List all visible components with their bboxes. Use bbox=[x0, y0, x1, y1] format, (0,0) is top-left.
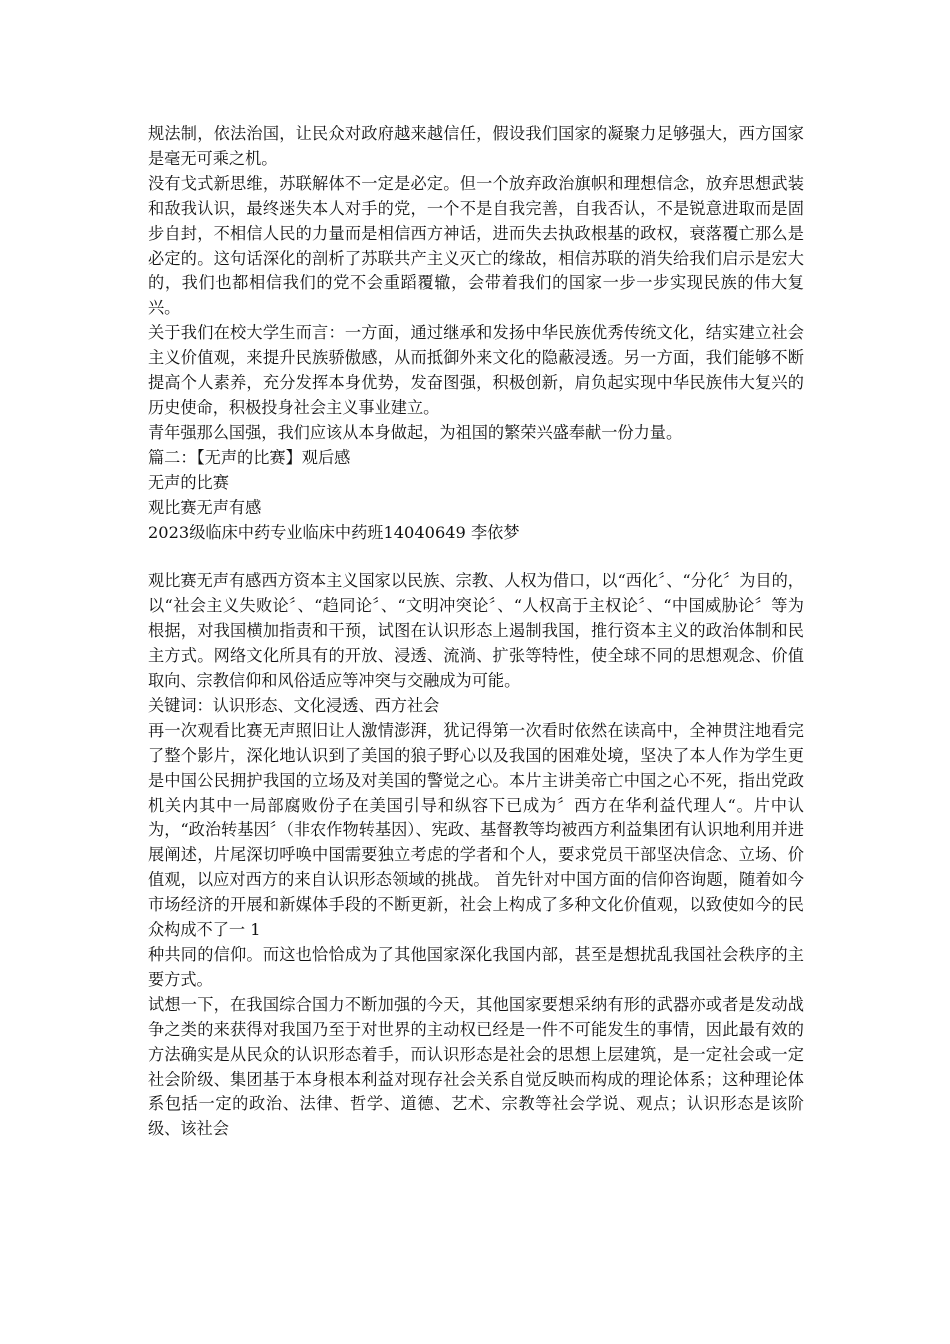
abstract-paragraph: 观比赛无声有感西方资本主义国家以民族、宗教、人权为借口，以“西化〞、“分化〞为目的，以“社会主义失败论〞、“趋同论〞、“文明冲突论〞、“人权高于主权论〞、“中国威胁论〞等为根据，对我国横加指责和干预，试图在认识形态上遏制我国，推行资本主义的政治体制和民主方式。网络文化所具有的开放、浸透、流淌、扩张等特性，使全球不同的思想观念、价值取向、宗教信仰和风俗适应等冲突与交融成为可能。 bbox=[148, 571, 804, 691]
paragraph-5: 再一次观看比赛无声照旧让人激情澎湃，犹记得第一次看时依然在读高中，全神贯注地看完了整个影片，深化地认识到了美国的狼子野心以及我国的困难处境，坚决了本人作为学生更是中国公民拥护我国的立场及对美国的警觉之心。本片主讲美帝亡中国之心不死，指出党政机关内其中一局部腐败份子在美国引导和纵容下已成为〞西方在华利益代理人“。片中认为，“政治转基因〞（非农作物转基因）、宪政、基督教等均被西方利益集团有认识地利用并进展阐述，片尾深切呼唤中国需要独立考虑的学者和个人，要求党员干部坚决信念、立场、价值观，以应对西方的来自认识形态领域的挑战。 首先针对中国方面的信仰咨询题，随着如今市场经济的开展和新媒体手段的不断更新，社会上构成了多种文化价值观，以致使如今的民众构成不了一 1 bbox=[148, 720, 804, 940]
paragraph-4: 青年强那么国强，我们应该从本身做起，为祖国的繁荣兴盛奉献一份力量。 bbox=[148, 422, 683, 442]
paragraph-7: 试想一下，在我国综合国力不断加强的今天，其他国家要想采纳有形的武器亦或者是发动战争之类的来获得对我国乃至于对世界的主动权已经是一件不可能发生的事情，因此最有效的方法确实是从民众的认识形态着手，而认识形态是社会的思想上层建筑，是一定社会或一定社会阶级、集团基于本身根本利益对现存社会关系自觉反映而构成的理论体系；这种理论体系包括一定的政治、法律、哲学、道德、艺术、宗教等社会学说、观点；认识形态是该阶级、该社会 bbox=[148, 994, 804, 1139]
paragraph-3: 关于我们在校大学生而言：一方面，通过继承和发扬中华民族优秀传统文化，结实建立社会主义价值观，来提升民族骄傲感，从而抵御外来文化的隐蔽浸透。另一方面，我们能够不断提高个人素养，充分发挥本身优势，发奋图强，积极创新，肩负起实现中华民族伟大复兴的历史使命，积极投身社会主义事业建立。 bbox=[148, 323, 804, 417]
paragraph-1: 规法制，依法治国，让民众对政府越来越信任，假设我们国家的凝聚力足够强大，西方国家是毫无可乘之机。 bbox=[148, 124, 804, 168]
paragraph-6: 种共同的信仰。而这也恰恰成为了其他国家深化我国内部，甚至是想扰乱我国社会秩序的主要方式。 bbox=[148, 945, 804, 989]
article-title: 无声的比赛 bbox=[148, 472, 229, 492]
blank-line bbox=[148, 545, 804, 569]
document-page bbox=[148, 122, 804, 1142]
article-subtitle: 观比赛无声有感 bbox=[148, 497, 262, 517]
paragraph-2: 没有戈式新思维，苏联解体不一定是必定。但一个放弃政治旗帜和理想信念，放弃思想武装和敌我认识，最终迷失本人对手的党，一个不是自我完善，自我否认，不是锐意进取而是固步自封，不相信人民的力量而是相信西方神话，进而失去执政根基的政权，衰落覆亡那么是必定的。这句话深化的剖析了苏联共产主义灭亡的缘故，相信苏联的消失给我们启示是宏大的，我们也都相信我们的党不会重蹈覆辙，会带着我们的国家一步一步实现民族的伟大复兴。 bbox=[148, 173, 804, 318]
keywords-line: 关键词：认识形态、文化浸透、西方社会 bbox=[148, 695, 440, 715]
section-heading: 篇二：【无声的比赛】观后感 bbox=[148, 447, 351, 467]
author-line: 2023级临床中药专业临床中药班14040649 李依梦 bbox=[148, 522, 520, 542]
